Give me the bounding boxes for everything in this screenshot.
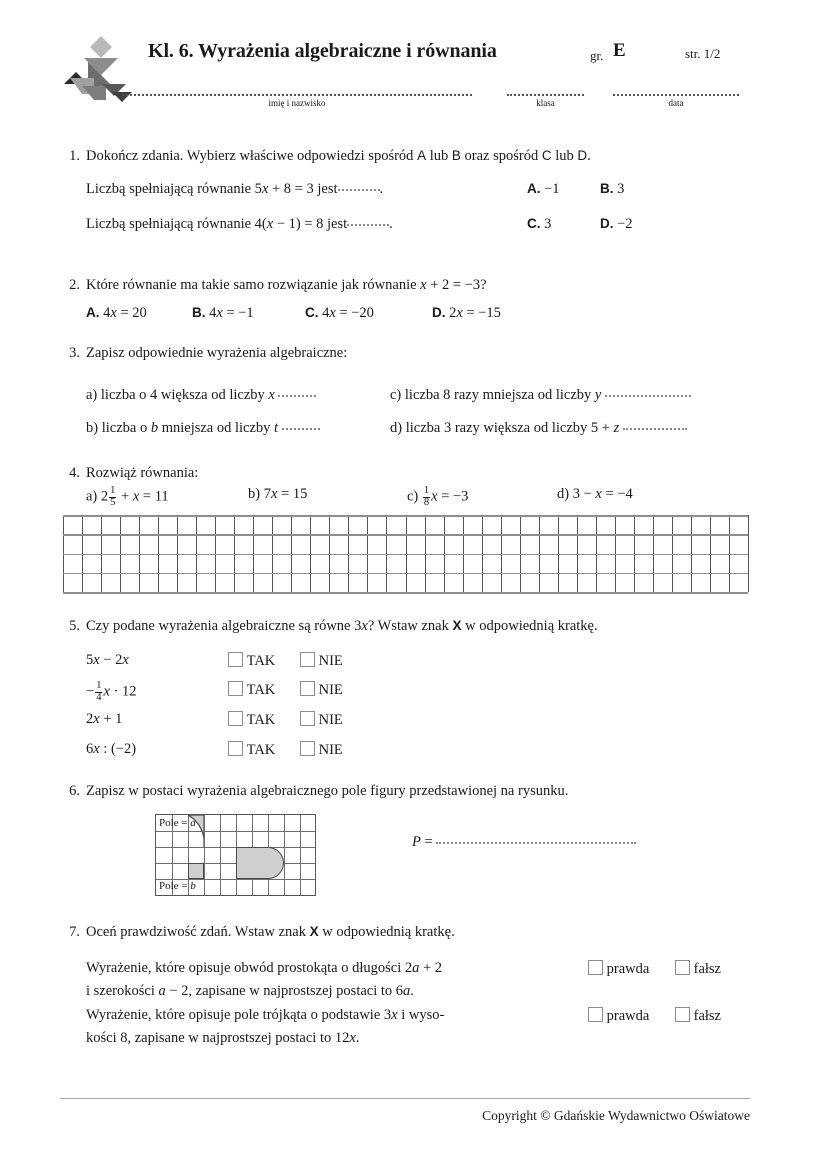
q7-s2-l2-post: .: [355, 1030, 360, 1046]
question-1-sentence-1: [86, 181, 383, 198]
q1-opt-D-ref: D: [577, 148, 588, 163]
q7-mark-symbol: X: [309, 924, 319, 939]
q4-item-a: [86, 486, 169, 509]
q1-option-B-label: B.: [600, 181, 614, 196]
q5-e4-mid: : (−2): [99, 741, 137, 757]
q7-s2-falsz-checkbox[interactable]: [675, 1007, 690, 1022]
q5-row1-nie-label: NIE: [318, 653, 343, 669]
q1-s2-var: x: [266, 216, 274, 232]
q5-e3-v1: x: [93, 711, 100, 727]
q5-row3-tak-checkbox[interactable]: [228, 711, 243, 726]
q7-s2-false-option[interactable]: [675, 1007, 721, 1025]
q3-a-text: a) liczba o 4 większa od liczby: [86, 387, 269, 403]
q3-b-var1: b: [150, 420, 159, 436]
question-4-work-grid[interactable]: [63, 515, 748, 592]
figure-grid-line-horizontal: [156, 831, 315, 832]
q3-c-text: c) liczba 8 razy mniejsza od liczby: [390, 387, 595, 403]
question-6-prompt: Zapisz w postaci wyrażenia algebraicznego pole figury przedstawionej na rysunku.: [86, 783, 569, 799]
q5-row1-tak-label: TAK: [246, 653, 276, 669]
q4-d-rhs: = −4: [601, 486, 633, 502]
q5-row4-nie[interactable]: [300, 741, 343, 759]
q5-e2-tail: · 12: [109, 683, 137, 700]
q7-s1-falsz-label: fałsz: [693, 961, 721, 977]
q5-row3-nie-label: NIE: [318, 712, 343, 728]
q7-s1-false-option[interactable]: [675, 960, 721, 978]
q7-s1-l2-post: .: [410, 983, 414, 999]
q7-s2-falsz-label: fałsz: [693, 1008, 721, 1024]
q5-mark-symbol: X: [452, 618, 462, 633]
q5-expression-1: [86, 652, 129, 669]
q3-item-b: [86, 420, 320, 437]
q1-s2-answer-blank[interactable]: [347, 224, 389, 226]
q1-s1-pre: Liczbą spełniającą równanie 5: [86, 181, 262, 197]
figure-legend-a-var: a: [190, 817, 196, 829]
question-5-prompt: [86, 618, 598, 635]
grid-line-horizontal: [63, 515, 748, 517]
q4-b-coef: 7: [263, 486, 271, 502]
q4-a-whole: 2: [100, 488, 109, 505]
q6-answer-P: P: [412, 834, 421, 850]
q3-item-c: [390, 387, 691, 404]
q4-a-plus: +: [117, 488, 133, 505]
q1-prompt-end: .: [587, 148, 591, 164]
footer-copyright: Copyright © Gdańskie Wydawnictwo Oświatowe: [482, 1108, 750, 1123]
q1-lub-1: lub: [426, 148, 452, 164]
q5-e1-c1: 5: [86, 652, 94, 668]
q3-d-answer-blank[interactable]: [623, 428, 687, 430]
q1-s1-answer-blank[interactable]: [338, 189, 380, 191]
q3-item-d: [390, 420, 687, 437]
q2-option-B[interactable]: [192, 305, 254, 322]
q5-expression-4: [86, 741, 136, 758]
group-label: gr.: [590, 48, 604, 63]
q3-c-var: y: [594, 387, 602, 403]
grid-line-horizontal: [63, 554, 748, 556]
name-field-line[interactable]: [122, 94, 472, 96]
page-header: [60, 28, 750, 116]
q5-row1-nie[interactable]: [300, 652, 343, 670]
question-7-prompt: [86, 924, 455, 941]
q7-statement-2-line-2: [86, 1030, 359, 1047]
q2-option-C[interactable]: [305, 305, 374, 322]
q2-option-C-coef: 4: [322, 305, 330, 321]
q1-oraz: oraz spośród: [460, 148, 542, 164]
q5-row3-nie-checkbox[interactable]: [300, 711, 315, 726]
q4-a-denominator: 5: [110, 496, 116, 508]
q5-row3-nie[interactable]: [300, 711, 343, 729]
q5-prompt-pre: Czy podane wyrażenia algebraiczne są równe 3: [86, 618, 362, 634]
q5-row2-nie[interactable]: [300, 681, 343, 699]
q7-s2-l1-post: i wyso-: [397, 1007, 445, 1023]
date-field-caption: data: [668, 98, 684, 108]
q5-prompt-post: w odpowiednią kratkę.: [461, 618, 598, 634]
q2-option-A-label: A.: [86, 305, 100, 320]
q4-c-rhs: = −3: [437, 488, 469, 505]
q7-s2-l1-var: x: [391, 1007, 398, 1023]
q7-s1-l2-pre: i szerokości: [86, 983, 159, 999]
q3-b-answer-blank[interactable]: [282, 428, 320, 430]
q1-option-A-value: −1: [544, 181, 560, 197]
q7-s2-l2-var: x: [349, 1030, 356, 1046]
q6-answer-line: [412, 834, 636, 851]
figure-legend-b-text: Pole =: [159, 880, 191, 892]
q5-prompt-mid: ? Wstaw znak: [367, 618, 453, 634]
q1-opt-A-ref: A: [417, 148, 427, 163]
q1-option-A-label: A.: [527, 181, 541, 196]
q4-a-var: x: [132, 488, 140, 505]
q2-option-B-rhs: = −1: [222, 305, 254, 321]
q5-e1-v1: x: [93, 652, 100, 668]
q7-statement-1-line-1: [86, 960, 442, 977]
q1-option-D-value: −2: [617, 216, 633, 232]
q3-a-var: x: [268, 387, 275, 403]
question-3-prompt: Zapisz odpowiednie wyrażenia algebraiczne:: [86, 345, 348, 361]
q4-b-var: x: [270, 486, 278, 502]
date-field-line[interactable]: [613, 94, 739, 96]
q3-b-pre: b) liczba o: [86, 420, 151, 436]
q7-s2-prawda-checkbox[interactable]: [588, 1007, 603, 1022]
q5-expression-3: [86, 711, 122, 728]
q1-s2-mid: − 1) = 8 jest: [273, 216, 348, 232]
question-7-number: 7.: [69, 924, 80, 940]
q7-s1-prawda-checkbox[interactable]: [588, 960, 603, 975]
q1-option-A: [527, 181, 560, 198]
q1-s2-period: .: [389, 216, 393, 232]
q1-opt-B-ref: B: [451, 148, 461, 163]
q4-a-fraction: [109, 486, 116, 509]
question-1-sentence-2: [86, 216, 393, 233]
q7-s1-l2-mid: − 2, zapisane w najprostszej postaci to 6: [165, 983, 404, 999]
name-field-caption: imię i nazwisko: [268, 98, 326, 108]
q5-row2-tak-checkbox[interactable]: [228, 681, 243, 696]
q2-option-D-coef: 2: [449, 305, 457, 321]
q3-b-mid: mniejsza od liczby: [158, 420, 275, 436]
q1-option-C-label: C.: [527, 216, 541, 231]
q2-prompt-post: + 2 = −3?: [426, 277, 487, 293]
question-1-prompt: [86, 148, 591, 165]
q5-row4-nie-label: NIE: [318, 742, 343, 758]
q2-option-C-label: C.: [305, 305, 319, 320]
q1-opt-C-ref: C: [541, 148, 552, 163]
q7-s1-l2-var2: a: [403, 983, 411, 999]
q4-d-var: x: [595, 486, 602, 502]
q7-statement-1-line-2: [86, 983, 414, 1000]
q5-e3-mid: + 1: [99, 711, 123, 727]
q4-d-pre: 3 −: [572, 486, 596, 502]
q4-item-b: [248, 486, 307, 503]
q4-a-rhs: = 11: [139, 488, 169, 505]
q7-s2-true-option[interactable]: [588, 1007, 649, 1025]
class-field-line[interactable]: [507, 94, 584, 96]
q5-row1-tak[interactable]: [228, 652, 275, 670]
q5-row1-tak-checkbox[interactable]: [228, 652, 243, 667]
figure-grid-line-vertical: [284, 815, 285, 895]
q1-option-C-value: 3: [544, 216, 552, 232]
q2-option-B-coef: 4: [209, 305, 217, 321]
q5-e3-c1: 2: [86, 711, 94, 727]
q7-prompt-pre: Oceń prawdziwość zdań. Wstaw znak: [86, 924, 310, 940]
q5-e1-mid: − 2: [99, 652, 123, 668]
q4-item-d: [557, 486, 633, 503]
q4-c-numerator: 1: [423, 485, 430, 496]
question-2-prompt: [86, 277, 487, 294]
q5-expression-2: [86, 681, 136, 704]
figure-legend-b: [159, 880, 196, 892]
q1-prompt-part1: Dokończ zdania. Wybierz właściwe odpowiedzi spośród: [86, 148, 418, 164]
question-1-number: 1.: [69, 148, 80, 164]
q7-s2-l2-pre: kości 8, zapisane w najprostszej postaci to 12: [86, 1030, 350, 1046]
q4-c-denominator: 8: [423, 496, 430, 508]
q4-c-var: x: [431, 488, 438, 505]
q7-s1-l1-pre: Wyrażenie, które opisuje obwód prostokąta o długości 2: [86, 960, 413, 976]
q7-s1-true-option[interactable]: [588, 960, 649, 978]
q2-option-D[interactable]: [432, 305, 501, 322]
figure-grid-line-vertical: [300, 815, 301, 895]
q3-item-a: [86, 387, 316, 404]
q2-option-A-rhs: = 20: [116, 305, 147, 321]
q4-item-c: [407, 486, 468, 509]
q5-e2-fraction: [95, 681, 102, 704]
q7-s1-l1-post: + 2: [419, 960, 443, 976]
q5-e4-c1: 6: [86, 741, 94, 757]
q2-option-B-var: x: [216, 305, 223, 321]
question-4-prompt: Rozwiąż równania:: [86, 465, 199, 481]
q2-option-C-rhs: = −20: [335, 305, 374, 321]
grid-line-horizontal: [63, 573, 748, 575]
class-field-caption: klasa: [536, 98, 555, 108]
figure-legend-b-var: b: [190, 880, 196, 892]
question-6-number: 6.: [69, 783, 80, 799]
q7-s1-l1-var: a: [412, 960, 420, 976]
q3-a-answer-blank[interactable]: [278, 395, 316, 397]
q5-row2-nie-label: NIE: [318, 682, 343, 698]
q2-option-B-label: B.: [192, 305, 206, 320]
q4-c-label: c): [407, 488, 419, 505]
q3-d-var: z: [613, 420, 620, 436]
q5-e2-numerator: 1: [96, 680, 102, 691]
q7-s2-prawda-label: prawda: [606, 1008, 650, 1024]
q3-c-answer-blank[interactable]: [605, 395, 691, 397]
figure-rounded-rectangle: [236, 847, 284, 879]
q7-prompt-post: w odpowiednią kratkę.: [318, 924, 455, 940]
question-5-number: 5.: [69, 618, 80, 634]
q3-b-var2: t: [274, 420, 279, 436]
q5-e2-var: x: [103, 683, 110, 700]
grid-line-horizontal: [63, 534, 748, 536]
question-2-number: 2.: [69, 277, 80, 293]
figure-grid-line-vertical: [204, 815, 205, 895]
q2-option-D-var: x: [456, 305, 463, 321]
grid-line-vertical: [748, 515, 749, 592]
figure-grid-line-vertical: [220, 815, 221, 895]
q1-option-C: [527, 216, 551, 233]
q5-row2-tak[interactable]: [228, 681, 275, 699]
q5-e1-v2: x: [122, 652, 129, 668]
q7-s2-l1-pre: Wyrażenie, które opisuje pole trójkąta o podstawie 3: [86, 1007, 392, 1023]
q5-e2-denominator: 4: [96, 691, 102, 703]
q2-option-A-var: x: [110, 305, 117, 321]
q4-d-label: d): [557, 486, 570, 502]
question-4-number: 4.: [69, 465, 80, 481]
q5-row1-nie-checkbox[interactable]: [300, 652, 315, 667]
page-number-label: str. 1/2: [685, 46, 721, 61]
q7-s1-l2-var: a: [158, 983, 166, 999]
q1-s1-period: .: [379, 181, 384, 197]
footer-divider: [60, 1098, 750, 1099]
q4-b-label: b): [248, 486, 261, 502]
question-3-number: 3.: [69, 345, 80, 361]
q5-e2-sign: −: [86, 683, 95, 700]
q4-b-rhs: = 15: [277, 486, 308, 502]
q4-a-numerator: 1: [110, 485, 116, 496]
q5-row3-tak-label: TAK: [246, 712, 276, 728]
q7-s1-prawda-label: prawda: [606, 961, 650, 977]
q5-row4-tak-checkbox[interactable]: [228, 741, 243, 756]
q5-row2-tak-label: TAK: [246, 682, 276, 698]
figure-legend-a-text: Pole =: [159, 817, 191, 829]
q6-answer-equals: =: [420, 834, 433, 850]
q2-option-C-var: x: [329, 305, 336, 321]
q1-option-D: [600, 216, 633, 233]
q6-answer-blank[interactable]: [436, 842, 636, 844]
figure-legend-a: [159, 817, 196, 829]
q2-option-A[interactable]: [86, 305, 147, 322]
q1-s1-mid: + 8 = 3 jest: [268, 181, 338, 197]
q5-row4-tak[interactable]: [228, 741, 275, 759]
q1-option-B: [600, 181, 624, 198]
q5-row3-tak[interactable]: [228, 711, 275, 729]
page-title: Kl. 6. Wyrażenia algebraiczne i równania: [148, 40, 497, 62]
q2-option-D-label: D.: [432, 305, 446, 320]
q2-prompt-var: x: [420, 277, 427, 293]
q1-s1-var: x: [261, 181, 269, 197]
q1-option-D-label: D.: [600, 216, 614, 231]
q7-statement-2-line-1: [86, 1007, 444, 1024]
q5-prompt-var: x: [361, 618, 368, 634]
group-value: E: [613, 40, 626, 61]
q1-s2-pre: Liczbą spełniającą równanie 4(: [86, 216, 267, 232]
q1-lub-2: lub: [551, 148, 578, 164]
q5-row2-nie-checkbox[interactable]: [300, 681, 315, 696]
q2-option-A-coef: 4: [103, 305, 111, 321]
q7-s1-falsz-checkbox[interactable]: [675, 960, 690, 975]
grid-line-horizontal: [63, 592, 748, 594]
q5-e4-v1: x: [93, 741, 100, 757]
q5-row4-tak-label: TAK: [246, 742, 276, 758]
legend-unit-square-shape: [188, 863, 204, 879]
q2-option-D-rhs: = −15: [462, 305, 501, 321]
q2-prompt-pre: Które równanie ma takie samo rozwiązanie jak równanie: [86, 277, 421, 293]
q4-c-fraction: [423, 486, 430, 509]
q5-row4-nie-checkbox[interactable]: [300, 741, 315, 756]
q1-option-B-value: 3: [617, 181, 625, 197]
q3-d-text: d) liczba 3 razy większa od liczby 5 +: [390, 420, 614, 436]
q4-a-label: a): [86, 488, 98, 505]
